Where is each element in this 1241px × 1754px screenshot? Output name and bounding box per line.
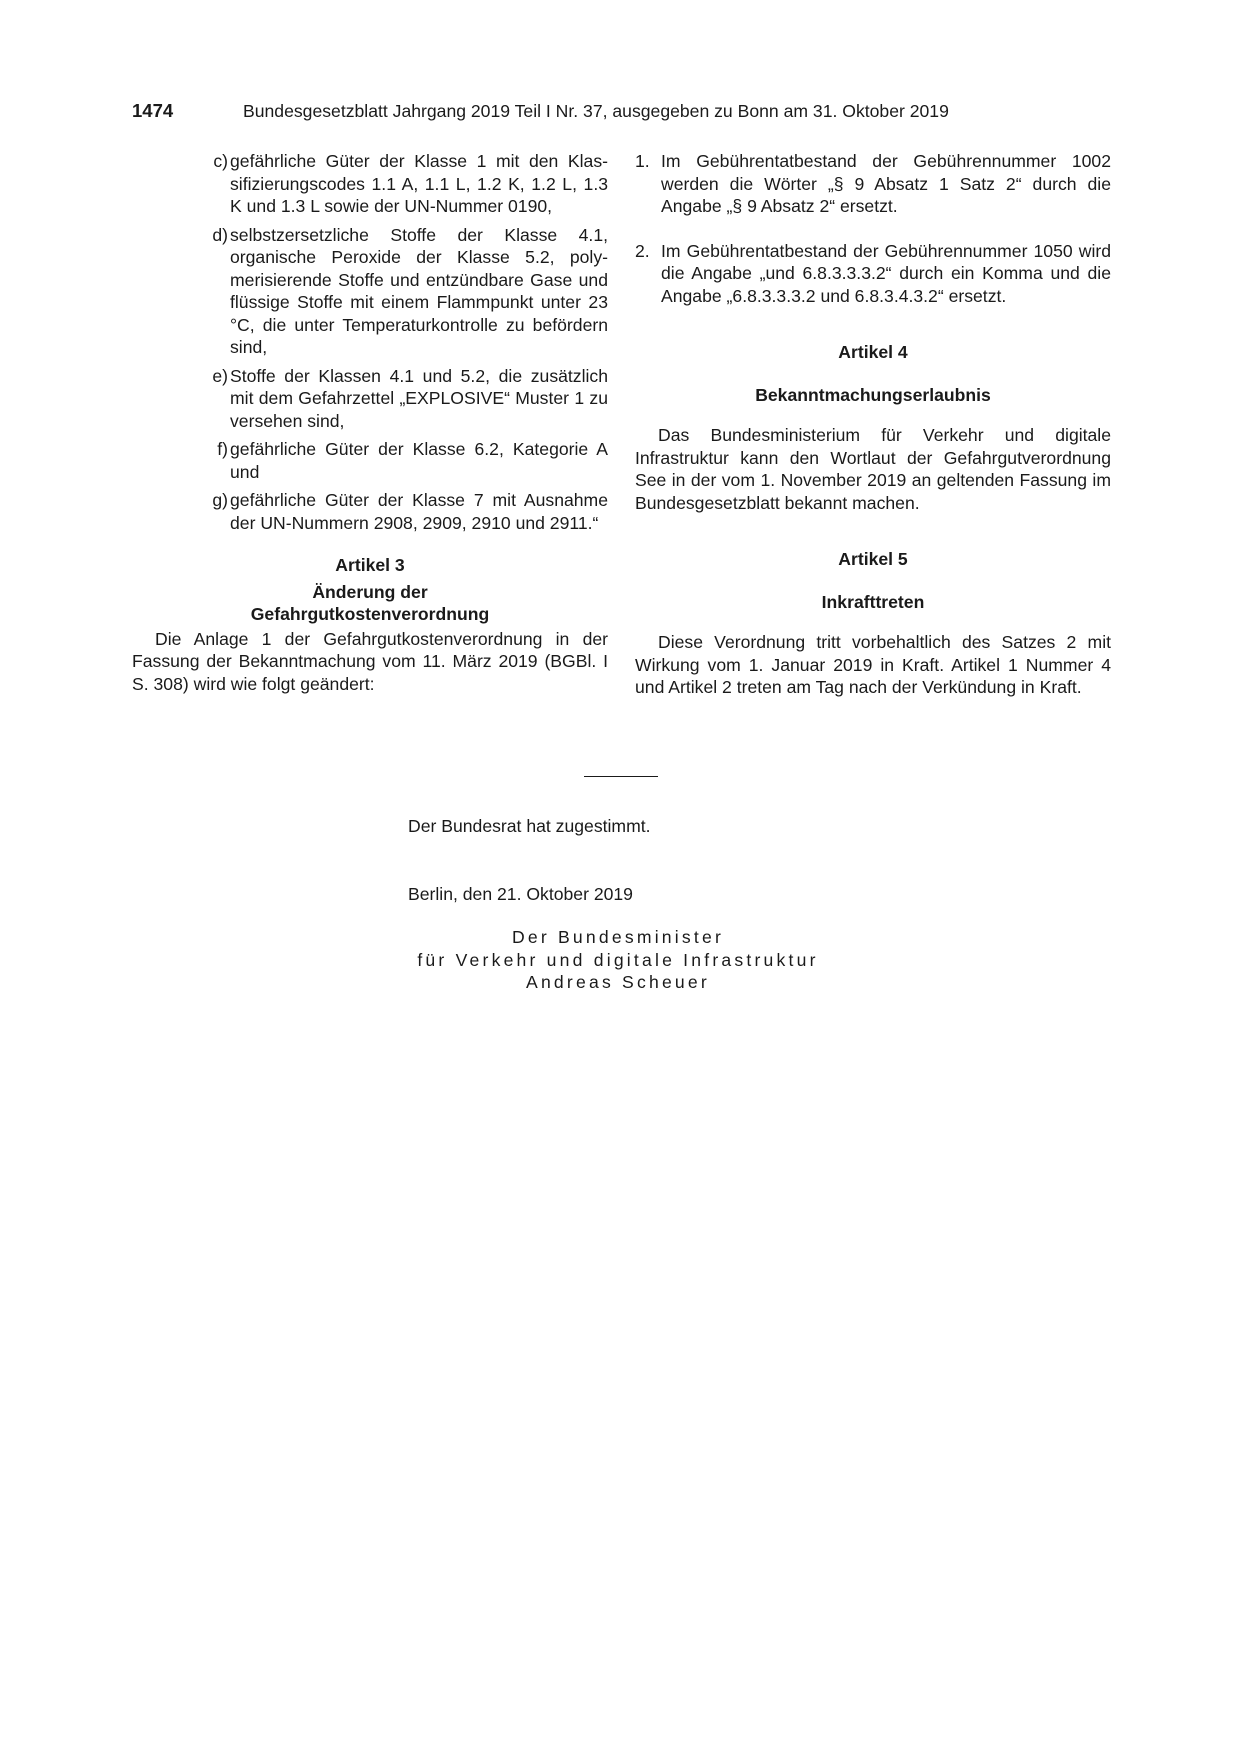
signature-line1: Der Bundesminister [511, 927, 725, 947]
artikel-4-heading: Artikel 4 [838, 342, 908, 362]
page-header [132, 100, 1112, 124]
artikel-3-paragraph: Die Anlage 1 der Gefahrgutkostenverordnung in der Fassung der Bekanntmachung vom 11. März 2019 (BGBl. I S. 308) wird wie folgt geändert: [132, 628, 608, 694]
page-number: 1474 [132, 100, 174, 121]
list-item-g [132, 489, 608, 534]
list-item-text: gefährliche Güter der Klasse 1 mit den Klassifizierungscodes 1.1 A, 1.1 L, 1.2 K, 1.2 L, 1.3 K und 1.3 L sowie der UN-Nummer 0190, [230, 151, 608, 216]
list-item-text: selbstzersetzliche Stoffe der Klasse 4.1, organische Peroxide der Klasse 5.2, polymerisierende Stoffe und entzündbare Gase und flüssige Stoffe mit einem Flammpunkt unter 23 °C, die unter Temperaturkontrolle zu befördern sind, [230, 224, 608, 357]
signature-name: Andreas Scheuer [526, 972, 710, 992]
artikel-5-heading: Artikel 5 [838, 549, 908, 569]
list-item-f [132, 438, 608, 483]
list-marker: g) [212, 490, 228, 510]
place-date: Berlin, den 21. Oktober 2019 [408, 884, 633, 904]
list-item-c [132, 150, 608, 218]
list-marker: c) [213, 151, 228, 171]
list-marker: f) [217, 439, 228, 459]
artikel-5-title: Inkrafttreten [821, 591, 925, 612]
left-column [132, 150, 608, 695]
numbered-item-text: Im Gebührentatbestand der Gebührennummer 1050 wird die Angabe „und 6.8.3.3.3.2“ durch ein Komma und die Angabe „6.8.3.3.3.2 und 6.8.3.4.3.2“ ersetzt. [661, 240, 1111, 306]
list-item-text: gefährliche Güter der Klasse 7 mit Ausnahme der UN-Nummern 2908, 2909, 2910 und 2911.“ [230, 490, 608, 533]
signature-block [380, 926, 856, 994]
bundesrat-assent: Der Bundesrat hat zugestimmt. [408, 816, 651, 836]
artikel-4-title: Bekanntmachungserlaubnis [755, 384, 991, 405]
artikel-4-paragraph: Das Bundesministerium für Verkehr und digitale Infrastruktur kann den Wortlaut der Gefahrgutverordnung See in der vom 1. November 2019 an geltenden Fassung im Bundesgesetzblatt bekannt machen. [635, 425, 1111, 513]
artikel-3-title-line2: Gefahrgutkostenverordnung [250, 604, 490, 624]
list-item-e [132, 365, 608, 433]
right-column [635, 150, 1111, 699]
signature-line2: für Verkehr und digitale Infrastruktur [417, 949, 819, 970]
artikel-3-heading: Artikel 3 [335, 555, 405, 575]
artikel-3-title [132, 581, 608, 626]
list-item-text: gefährliche Güter der Klasse 6.2, Kategorie A und [230, 439, 608, 482]
artikel-3-title-line1: Änderung der [312, 581, 428, 602]
numbered-item-text: Im Gebührentatbestand der Gebührennummer 1002 werden die Wörter „§ 9 Absatz 1 Satz 2“ durch die Angabe „§ 9 Absatz 2“ ersetzt. [661, 151, 1111, 216]
numbered-marker: 1. [635, 151, 650, 171]
list-marker: e) [212, 365, 228, 386]
list-item-d [132, 224, 608, 359]
list-item-text: Stoffe der Klassen 4.1 und 5.2, die zusätzlich mit dem Gefahrzettel „EXPLOSIVE“ Muster 1 zu versehen sind, [230, 365, 608, 431]
numbered-item-2 [635, 240, 1111, 308]
numbered-marker: 2. [635, 240, 650, 261]
numbered-item-1 [635, 150, 1111, 218]
list-marker: d) [212, 224, 228, 245]
separator-rule [584, 776, 658, 777]
artikel-5-paragraph: Diese Verordnung tritt vorbehaltlich des Satzes 2 mit Wirkung vom 1. Januar 2019 in Kraft. Artikel 1 Nummer 4 und Artikel 2 treten am Tag nach der Verkündung in Kraft. [635, 632, 1111, 697]
gazette-title: Bundesgesetzblatt Jahrgang 2019 Teil I Nr. 37, ausgegeben zu Bonn am 31. Oktober 2019 [243, 101, 949, 121]
